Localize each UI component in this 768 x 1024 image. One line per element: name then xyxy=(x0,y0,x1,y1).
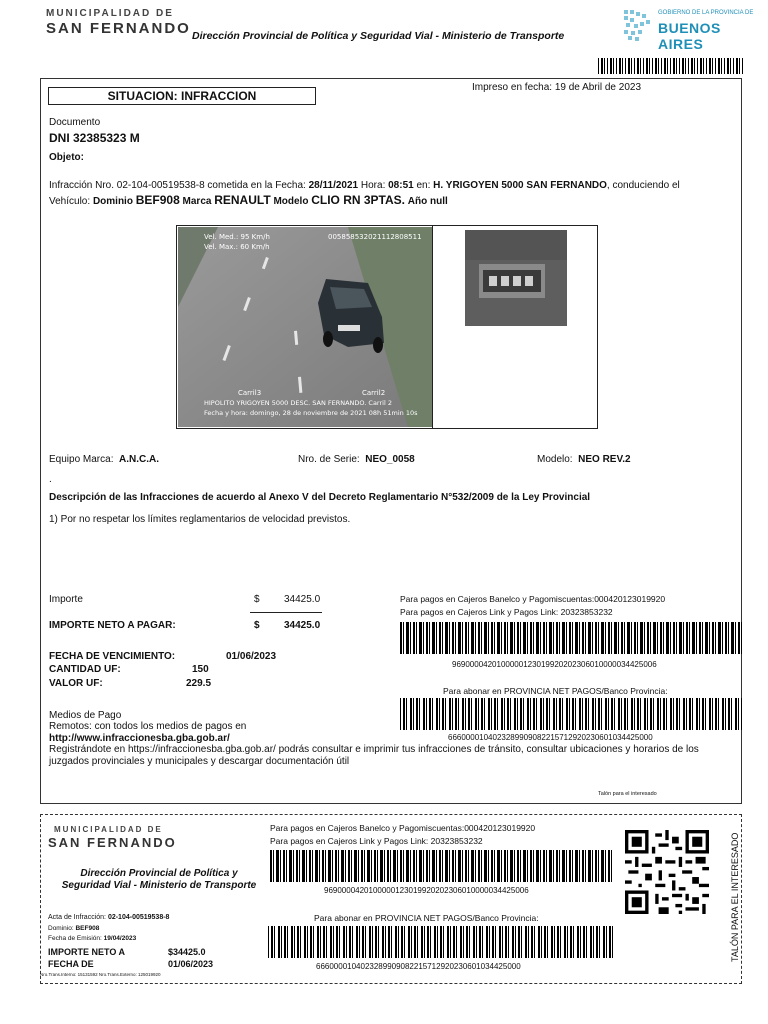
banelco-payment-text: Para pagos en Cajeros Banelco y Pagomiscuentas:000420123019920 xyxy=(400,594,666,604)
stub-issue-line xyxy=(48,935,136,942)
infraction-item: 1) Por no respetar los límites reglamentarios de velocidad previstos. xyxy=(49,514,351,525)
municipality-label-small: MUNICIPALIDAD DE xyxy=(46,8,174,19)
equipment-model xyxy=(537,454,631,465)
stub-date-value: 01/06/2023 xyxy=(168,959,214,969)
stub-issue-value: 19/04/2023 xyxy=(103,935,137,942)
net-amount-label: IMPORTE NETO A PAGAR: xyxy=(49,620,176,631)
stub-net-label: IMPORTE NETO A xyxy=(48,947,126,957)
infraction-place-label: en: xyxy=(416,180,431,191)
province-label: GOBIERNO DE LA PROVINCIA DE xyxy=(658,10,754,16)
stub-act-line xyxy=(48,914,169,921)
net-currency: $ xyxy=(254,620,260,631)
photo-overlay-lane2: Carril2 xyxy=(362,389,386,397)
equipment-brand xyxy=(49,454,159,465)
object-label: Objeto: xyxy=(49,152,84,163)
stub-barcode-2 xyxy=(268,926,614,958)
photo-overlay-lane3: Carril3 xyxy=(238,389,262,397)
stub-date-label: FECHA DE xyxy=(48,959,94,969)
payments-url-link[interactable]: http://www.infraccionesba.gba.gob.ar/ xyxy=(49,733,230,744)
stub-banelco-text: Para pagos en Cajeros Banelco y Pagomiscuentas:000420123019920 xyxy=(270,823,536,833)
uf-value-value: 229.5 xyxy=(186,678,212,689)
stub-barcode-1-number: 9690000420100000123019920202306010000034425006 xyxy=(324,886,529,895)
infraction-place: H. YRIGOYEN 5000 SAN FERNANDO xyxy=(433,180,607,191)
net-amount-value: 34425.0 xyxy=(284,620,321,631)
infraction-hour-label: Hora: xyxy=(360,180,386,191)
photo-overlay-max: Vel. Max.: 60 Km/h xyxy=(204,243,270,251)
model-eq-value: NEO REV.2 xyxy=(578,454,631,465)
vehicle-line xyxy=(49,193,448,207)
description-heading: Descripción de las Infracciones de acuerdo al Anexo V del Decreto Reglamentario N°532/2009 de la Ley Provincial xyxy=(49,492,591,503)
stub-domain-label: Dominio: xyxy=(48,925,74,932)
amount-currency: $ xyxy=(254,594,260,605)
header-direction: Dirección Provincial de Política y Seguridad Vial - Ministerio de Transporte xyxy=(192,30,565,42)
due-date-value: 01/06/2023 xyxy=(226,651,277,662)
stub-issue-label: Fecha de Emisión: xyxy=(48,935,102,942)
document-value: DNI 32385323 M xyxy=(49,131,140,145)
infraction-date: 28/11/2021 xyxy=(308,180,359,191)
remote-payments-text: Remotos: con todos los medios de pagos en xyxy=(49,721,247,732)
infraction-number-text: Infracción Nro. 02-104-00519538-8 cometida en la Fecha: xyxy=(49,180,306,191)
brand-label: Marca xyxy=(182,196,212,207)
infraction-line xyxy=(49,180,680,191)
uf-quantity-label: CANTIDAD UF: xyxy=(49,664,121,675)
infraction-tail: , conduciendo el xyxy=(606,180,680,191)
stub-barcode-2-number: 6660000104023289909082215712920230601034425000 xyxy=(316,962,521,971)
register-text-2: juzgados provinciales y municipales y descargar documentación útil xyxy=(49,756,350,767)
amount-value: 34425.0 xyxy=(284,594,321,605)
register-text-1: Registrándote en https://infraccionesba.gba.gob.ar/ podrás consultar e imprimir tus infracciones de tránsito, consultar ubicaciones y horarios de los xyxy=(49,744,699,755)
amount-rule xyxy=(250,612,322,613)
link-payment-text: Para pagos en Cajeros Link y Pagos Link: 20323853232 xyxy=(400,607,613,617)
serial-value: NEO_0058 xyxy=(365,454,415,465)
amount-label: Importe xyxy=(49,594,83,605)
model-value: CLIO RN 3PTAS. xyxy=(311,193,406,207)
stub-municipality-small: MUNICIPALIDAD DE xyxy=(54,825,163,834)
province-logo-icon xyxy=(622,8,654,42)
stub-vertical-label: TALÓN PARA EL INTERESADO xyxy=(730,832,740,962)
photo-overlay-speed: Vel. Med.: 95 Km/h xyxy=(204,233,270,241)
stub-direction-2: Seguridad Vial - Ministerio de Transporte xyxy=(61,880,257,891)
road-image xyxy=(178,227,432,427)
stub-domain-line xyxy=(48,925,99,932)
stub-act-value: 02-104-00519538-8 xyxy=(107,914,170,921)
stub-net-value: $34425.0 xyxy=(168,947,206,957)
license-plate-photo xyxy=(465,230,567,326)
document-label: Documento xyxy=(49,117,101,128)
due-date-label: FECHA DE VENCIMIENTO: xyxy=(49,651,176,662)
domain-label: Dominio xyxy=(92,196,133,207)
municipality-name: SAN FERNANDO xyxy=(46,20,191,37)
equipment-brand-value: A.N.C.A. xyxy=(119,454,160,465)
equipment-serial xyxy=(298,454,415,465)
photo-divider xyxy=(432,226,433,428)
stub-barcode-1 xyxy=(270,850,612,882)
payment-barcode-2-number: 6660000104023289909082215712920230601034425000 xyxy=(448,733,653,742)
stub-link-text: Para pagos en Cajeros Link y Pagos Link: 20323853232 xyxy=(270,836,483,846)
payment-barcode-2 xyxy=(400,698,742,730)
photo-overlay-id: 005858532021112808511 xyxy=(328,233,422,241)
stub-direction-1: Dirección Provincial de Política y xyxy=(80,868,238,879)
uf-value-label: VALOR UF: xyxy=(49,678,103,689)
stub-act-label: Acta de Infracción: xyxy=(48,914,106,921)
situation-title: SITUACION: INFRACCION xyxy=(48,87,316,105)
model-label: Modelo xyxy=(273,196,309,207)
uf-quantity-value: 150 xyxy=(192,664,209,675)
stub-caption: Talón para el interesado xyxy=(598,791,657,797)
serial-label: Nro. de Serie: xyxy=(298,454,360,465)
stub-domain-value: BEF908 xyxy=(75,925,100,932)
buenos-aires-logo xyxy=(622,6,754,52)
payment-barcode-1 xyxy=(400,622,742,654)
domain-value: BEF908 xyxy=(135,193,180,207)
payment-methods-label: Medios de Pago xyxy=(49,710,122,721)
plate-image xyxy=(465,230,567,326)
speed-camera-photo xyxy=(178,227,432,427)
photo-overlay-datetime: Fecha y hora: domingo, 28 de noviembre de 2021 08h 51min 10s xyxy=(204,409,418,417)
stub-municipality-name: SAN FERNANDO xyxy=(48,835,177,850)
vehicle-label: Vehículo: xyxy=(49,196,91,207)
payment-barcode-1-number: 9690000420100000123019920202306010000034425006 xyxy=(452,660,657,669)
stub-transaction-line: Nro.Trans.Interno: 15131592 Nro.Trans.Externo: 125019920 xyxy=(40,972,161,977)
qr-code-icon xyxy=(624,830,710,914)
equipment-brand-label: Equipo Marca: xyxy=(49,454,114,465)
provincia-net-text: Para abonar en PROVINCIA NET PAGOS/Banco Provincia: xyxy=(443,686,668,696)
photo-overlay-location: HIPOLITO YRIGOYEN 5000 DESC. SAN FERNANDO. Carril 2 xyxy=(204,399,392,407)
province-name: BUENOS AIRES xyxy=(658,20,721,52)
stub-provincia-net-text: Para abonar en PROVINCIA NET PAGOS/Banco Provincia: xyxy=(314,913,539,923)
separator-dot: . xyxy=(49,474,52,485)
header-barcode xyxy=(598,58,744,74)
print-date: Impreso en fecha: 19 de Abril de 2023 xyxy=(472,82,642,93)
model-eq-label: Modelo: xyxy=(537,454,573,465)
infraction-hour: 08:51 xyxy=(388,180,414,191)
brand-value: RENAULT xyxy=(214,193,271,207)
year-label: Año null xyxy=(407,196,448,207)
